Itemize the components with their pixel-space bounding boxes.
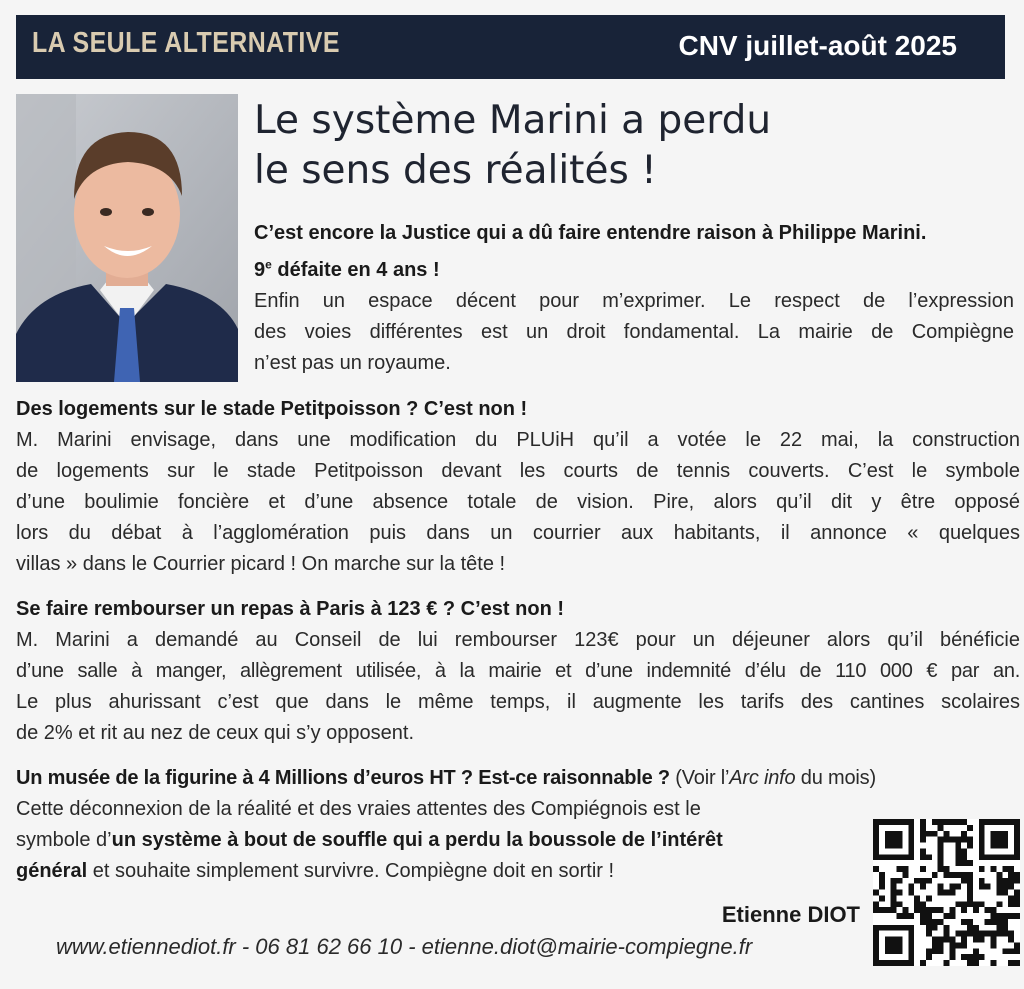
section-line: de logements sur le stade Petitpoisson devant les courts de tennis couverts. C’est le symbole	[16, 460, 1020, 482]
intro-paragraph	[254, 218, 1014, 379]
section-title: LA SEULE ALTERNATIVE	[32, 27, 340, 59]
section-heading: Un musée de la figurine à 4 Millions d’euros HT ? Est-ce raisonnable ?	[16, 767, 670, 789]
intro-bold-line-2: défaite en 4 ans !	[271, 258, 440, 281]
headline-line-2: le sens des réalités !	[254, 148, 657, 193]
author-photo	[16, 94, 238, 382]
note-publication: Arc info	[729, 767, 796, 789]
intro-line: n’est pas un royaume.	[254, 351, 451, 374]
line-prefix: symbole d’	[16, 829, 112, 851]
section-heading: Des logements sur le stade Petitpoisson ? C’est non !	[16, 398, 528, 420]
issue-label: CNV juillet-août 2025	[678, 30, 957, 61]
section-heading: Se faire rembourser un repas à Paris à 123 € ? C’est non !	[16, 598, 564, 620]
qr-code	[873, 819, 1020, 966]
section-line: M. Marini a demandé au Conseil de lui rembourser 123€ pour un déjeuner alors qu’il bénéficie	[16, 629, 1020, 651]
section-museum	[16, 763, 1020, 887]
line-rest: et souhaite simplement survivre. Compiègne doit en sortir !	[87, 860, 615, 882]
section-line: lors du débat à l’agglomération puis dans un courrier aux habitants, il annonce « quelques	[16, 522, 1020, 544]
intro-line: des voies différentes est un droit fondamental. La mairie de Compiègne	[254, 320, 1014, 343]
intro-ordinal-suffix: e	[265, 257, 272, 271]
section-line: Le plus ahurissant c’est que dans le même temps, il augmente les tarifs des cantines scolaires	[16, 691, 1020, 713]
intro-line: Enfin un espace décent pour m’exprimer. Le respect de l’expression	[254, 289, 1014, 312]
qr-code-icon	[873, 819, 1020, 966]
contact-line: www.etiennediot.fr - 06 81 62 66 10 - etienne.diot@mairie-compiegne.fr	[56, 934, 753, 959]
section-line: villas » dans le Courrier picard ! On marche sur la tête !	[16, 553, 506, 575]
author-signature: Etienne DIOT	[721, 902, 860, 927]
section-line: Cette déconnexion de la réalité et des vraies attentes des Compiégnois est le	[16, 798, 701, 820]
header-banner	[16, 15, 1005, 79]
section-line: d’une salle à manger, allègrement utilisée, à la mairie et d’une indemnité d’élu de 110 000 € par an.	[16, 660, 1020, 682]
intro-bold-line-1: C’est encore la Justice qui a dû faire entendre raison à Philippe Marini.	[254, 222, 927, 244]
intro-ordinal-number: 9	[254, 258, 266, 281]
note-prefix: (Voir l’	[669, 767, 730, 789]
line-bold: général	[16, 860, 88, 882]
portrait-image	[16, 94, 238, 382]
headline	[254, 96, 994, 196]
section-meal	[16, 594, 1020, 749]
note-suffix: du mois)	[795, 767, 876, 789]
line-bold: un système à bout de souffle qui a perdu la boussole de l’intérêt	[111, 829, 723, 851]
headline-line-1: Le système Marini a perdu	[254, 98, 772, 143]
section-housing	[16, 394, 1020, 580]
section-line: de 2% et rit au nez de ceux qui s’y opposent.	[16, 722, 415, 744]
section-line: d’une boulimie foncière et d’une absence totale de vision. Pire, alors qu’il dit y être opposé	[16, 491, 1020, 513]
section-line: M. Marini envisage, dans une modification du PLUiH qu’il a votée le 22 mai, la construction	[16, 429, 1020, 451]
